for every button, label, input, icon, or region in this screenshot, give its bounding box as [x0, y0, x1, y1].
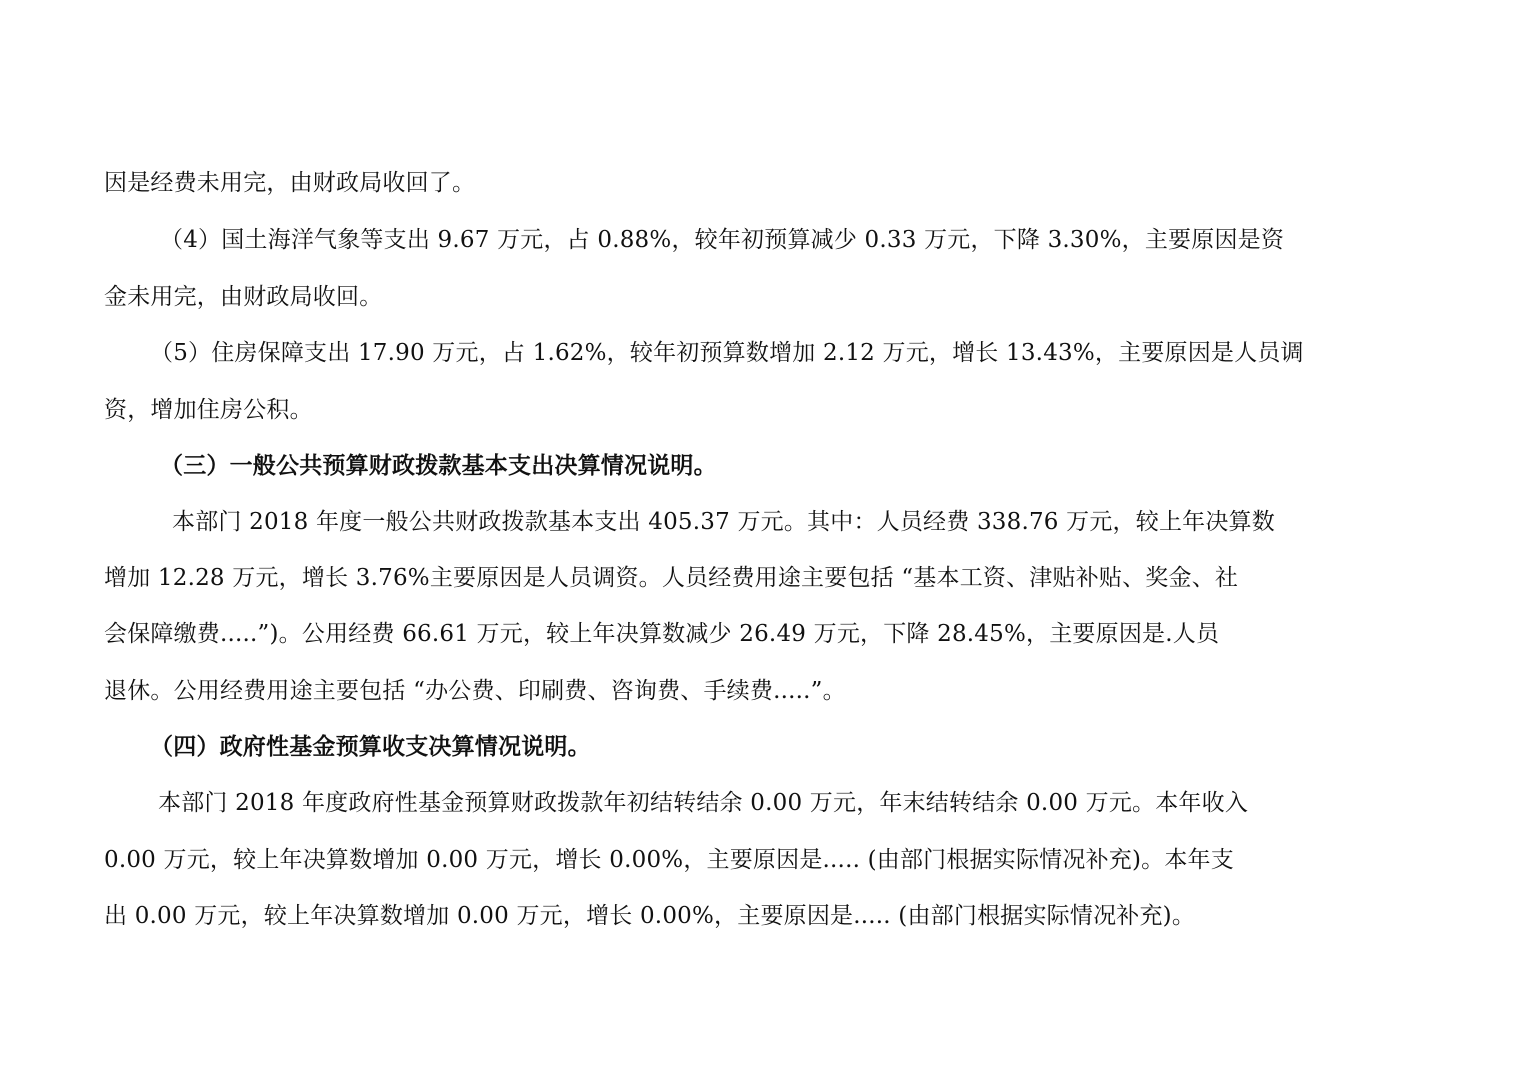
paragraph-line: 本部门 2018 年度政府性基金预算财政拨款年初结转结余 0.00 万元，年末结转结余 0.00 万元。本年收入: [158, 790, 1249, 816]
section-heading-3: （三）一般公共预算财政拨款基本支出决算情况说明。: [160, 453, 717, 479]
paragraph-line: （4）国土海洋气象等支出 9.67 万元，占 0.88%，较年初预算减少 0.33 万元，下降 3.30%，主要原因是资: [160, 227, 1285, 253]
paragraph-line: 本部门 2018 年度一般公共财政拨款基本支出 405.37 万元。其中：人员经费 338.76 万元，较上年决算数: [172, 509, 1275, 535]
paragraph-line: 0.00 万元，较上年决算数增加 0.00 万元，增长 0.00%，主要原因是..... (由部门根据实际情况补充)。本年支: [104, 847, 1234, 873]
paragraph-line: （5）住房保障支出 17.90 万元，占 1.62%，较年初预算数增加 2.12 万元，增长 13.43%，主要原因是人员调: [150, 340, 1304, 366]
paragraph-line: 资，增加住房公积。: [104, 397, 313, 423]
paragraph-line: 增加 12.28 万元，增长 3.76%主要原因是人员调资。人员经费用途主要包括 “基本工资、津贴补贴、奖金、社: [104, 565, 1239, 591]
paragraph-line: 金未用完，由财政局收回。: [104, 284, 383, 310]
paragraph-line: 因是经费未用完，由财政局收回了。: [104, 170, 476, 196]
paragraph-line: 会保障缴费.....”)。公用经费 66.61 万元，较上年决算数减少 26.49 万元，下降 28.45%，主要原因是.人员: [104, 621, 1220, 647]
paragraph-line: 出 0.00 万元，较上年决算数增加 0.00 万元，增长 0.00%，主要原因是..... (由部门根据实际情况补充)。: [104, 903, 1196, 929]
section-heading-4: （四）政府性基金预算收支决算情况说明。: [150, 734, 591, 760]
paragraph-line: 退休。公用经费用途主要包括 “办公费、印刷费、咨询费、手续费.....”。: [104, 678, 846, 704]
